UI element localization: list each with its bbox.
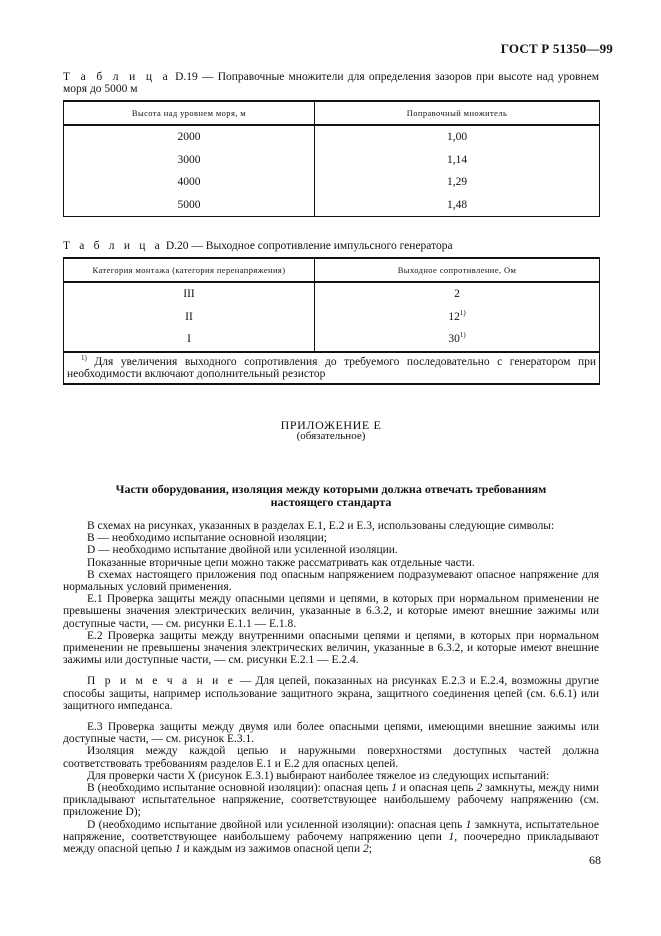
paragraph: Для проверки части Х (рисунок Е.3.1) выбирают наиболее тяжелое из следующих испытаний: [87,769,550,782]
paragraph-e3: Е.3 Проверка защиты между двумя или более опасными цепями, имеющими внешние зажимы или доступные части, — см. рисунок Е.3.1. [63,721,599,746]
text: замкнута, испытательное напряжение, соответствующее наибольшему рабочему напряжению цепи [63,818,600,843]
cell-altitude: 4000 [64,171,315,194]
paragraph: В схемах настоящего приложения под опасным напряжением подразумевают опасное напряжение для нормальных условий применения. [63,568,599,594]
column-header-category: Категория монтажа (категория перенапряжения) [64,258,315,282]
paragraph: Показанные вторичные цепи можно также рассматривать как отдельные части. [87,556,475,569]
cell-multiplier: 1,00 [315,125,600,149]
table-row [64,194,600,217]
text: В (необходимо испытание основной изоляции): опасная цепь [87,782,392,795]
page-number: 68 [589,853,601,867]
table-caption-text: D.19 — Поправочные множители для определения зазоров при высоте над уровнем моря до 5000 м [63,71,599,95]
table-d20-caption [63,240,599,252]
cell-altitude: 5000 [64,194,315,217]
text: ; [368,843,372,856]
circuit-ref: 2 [476,782,483,795]
cell-altitude: 2000 [64,125,315,149]
text: , поочередно прикладывают между опасной цепью [63,830,599,856]
resistance-value: 30 [448,333,460,346]
text: замкнуты, между ними прикладывают испытательное напряжение, соответствующее наибольшему рабочему напряжению (см. приложение D); [63,782,599,819]
paragraph-test-b [63,782,599,819]
footnote-ref: 1) [459,331,466,340]
body-text [63,520,599,855]
appendix-title: ПРИЛОЖЕНИЕ Е [280,418,382,432]
appendix-subtitle: (обязательное) [296,430,366,442]
cell-multiplier: 1,14 [315,149,600,172]
table-footnote-row [64,352,600,384]
table-row [64,328,600,352]
paragraph: D — необходимо испытание двойной или усиленной изоляции. [87,544,398,557]
table-caption-text: D.20 — Выходное сопротивление импульсного генератора [162,240,453,252]
paragraph-e1: Е.1 Проверка защиты между опасными цепями и цепями, в которых при нормальном применении не превышены значения электрических величин, указанные в 6.3.2, и которые имеют внешние зажимы или доступные части, — см. рисунки Е.1.1 — Е.1.8. [63,593,599,630]
table-label: Т а б л и ц а [63,240,163,252]
table-label: Т а б л и ц а [63,71,171,83]
section-heading-line-1: Части оборудования, изоляция между которыми должна отвечать требованиям [115,482,547,496]
circuit-ref: 2 [362,843,369,856]
cell-resistance [315,306,600,329]
paragraph: Изоляция между каждой цепью и наружными поверхностями доступных частей должна соответствовать требованиям разделов Е.1 и Е.2 для опасных цепей. [63,745,599,770]
circuit-ref: 1 [174,843,181,856]
table-row [64,282,600,306]
section-heading-line-2: настоящего стандарта [270,495,392,509]
cell-category: III [64,282,315,306]
column-header-altitude: Высота над уровнем моря, м [64,101,315,125]
cell-category: I [64,328,315,352]
column-header-multiplier: Поправочный множитель [315,101,600,125]
paragraph-e2: Е.2 Проверка защиты между внутренними опасными цепями и цепями, в которых при нормальном применении не превышены значения электрических величин, указанные в 6.3.2, и которые имеют внешние зажимы или доступные части, — см. рисунки Е.2.1 — Е.2.4. [63,629,599,667]
table-row [64,149,600,172]
table-header-row [64,258,600,282]
note-text: — Для цепей, показанных на рисунках Е.2.3 и Е.2.4, возможны другие способы защиты, например использование защитного экрана, защитного соединения цепей (см. 6.6.1) или защитного импеданса. [63,675,599,712]
paragraph: В — необходимо испытание основной изоляции; [87,532,328,545]
text: и опасная цепь [396,782,477,795]
document-id-header: ГОСТ Р 51350—99 [500,41,613,56]
cell-altitude: 3000 [64,149,315,172]
circuit-ref: 1 [448,830,455,843]
footnote-text: Для увеличения выходного сопротивления до требуемого последовательно с генератором при необходимости включают дополнительный резистор [67,355,596,380]
cell-multiplier: 1,48 [315,194,600,217]
section-heading [63,483,599,509]
table-d19 [63,100,600,217]
table-row [64,171,600,194]
table-header-row [64,101,600,125]
table-d20 [63,257,600,385]
paragraph: В схемах на рисунках, указанных в разделах Е.1, Е.2 и Е.3, использованы следующие символы: [87,520,555,532]
column-header-resistance: Выходное сопротивление, Ом [315,258,600,282]
text: D (необходимо испытание двойной или усиленной изоляции): опасная цепь [87,818,466,831]
table-row [64,306,600,329]
footnote-mark: 1) [81,353,87,362]
resistance-value: 2 [454,288,460,301]
text: и каждым из зажимов опасной цепи [180,843,363,856]
table-d19-caption [63,71,599,95]
circuit-ref: 1 [391,782,397,795]
note-label: П р и м е ч а н и е [87,675,236,688]
resistance-value: 12 [448,310,460,323]
cell-multiplier: 1,29 [315,171,600,194]
cell-resistance [315,328,600,352]
cell-resistance [315,282,600,306]
table-footnote [64,352,600,384]
paragraph-test-d [63,819,599,856]
table-row [64,125,600,149]
cell-category: II [64,306,315,329]
footnote-ref: 1) [459,308,466,317]
note-paragraph [63,675,599,712]
circuit-ref: 1 [465,818,472,831]
